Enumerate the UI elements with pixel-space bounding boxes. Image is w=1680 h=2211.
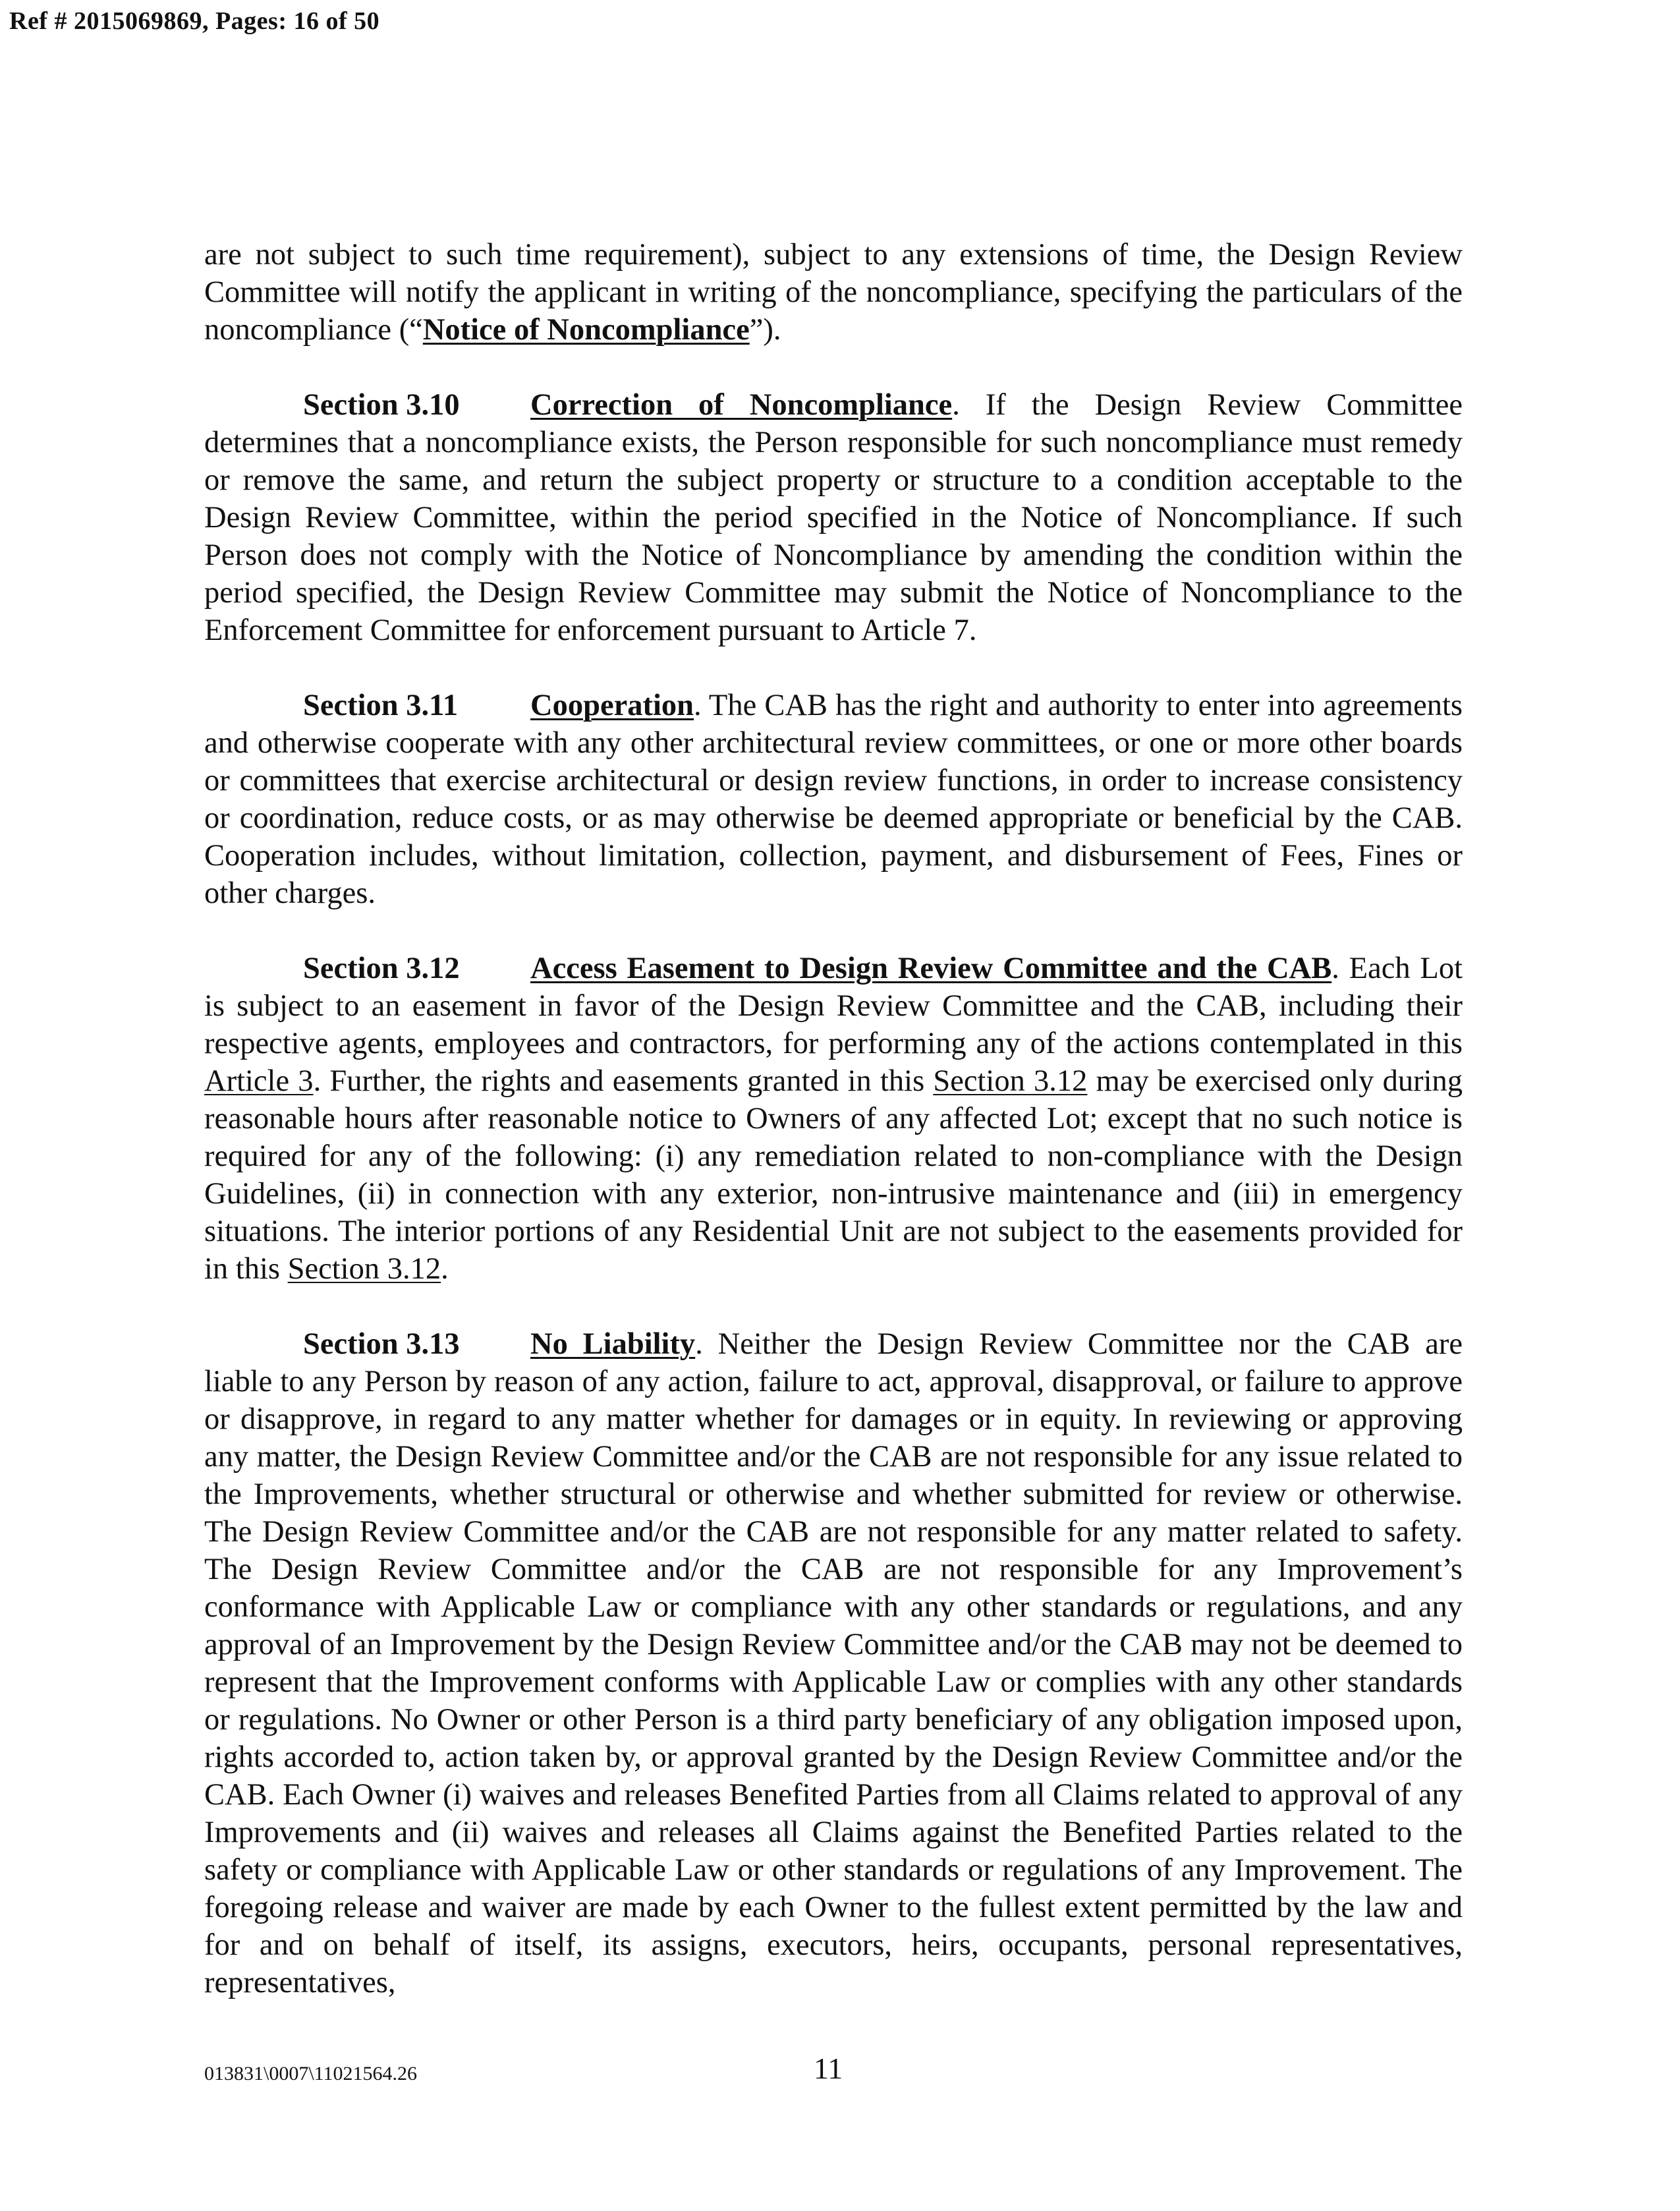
section-3-10 <box>204 386 1463 649</box>
cross-reference-section-3-12: Section 3.12 <box>287 1252 441 1286</box>
document-reference-header: Ref # 2015069869, Pages: 16 of 50 <box>9 7 380 35</box>
section-number: Section 3.12 <box>303 952 460 985</box>
continuation-end: ”). <box>749 313 781 347</box>
page-number: 11 <box>814 2052 843 2085</box>
section-heading: No Liability <box>530 1327 696 1361</box>
section-text: . Each Lot is subject to an easement in favor of the Design Review Committee and the CAB, including their respective agents, employees and contractors, for performing any of the actions contemplated in this <box>204 952 1463 1060</box>
section-3-12 <box>204 950 1463 1288</box>
section-heading: Correction of Noncompliance <box>530 388 953 422</box>
section-text: . If the Design Review Committee determines that a noncompliance exists, the Person responsible for such noncompliance must remedy or remove the same, and return the subject property or structure to a condition acceptable to the Design Review Committee, within the period specified in the Notice of Noncompliance. If such Person does not comply with the Notice of Noncompliance by amending the condition within the period specified, the Design Review Committee may submit the Notice of Noncompliance to the Enforcement Committee for enforcement pursuant to Article 7. <box>204 388 1463 647</box>
section-heading: Cooperation <box>530 689 694 722</box>
defined-term-notice-of-noncompliance: Notice of Noncompliance <box>422 313 750 347</box>
section-text: . Neither the Design Review Committee nor the CAB are liable to any Person by reason of any action, failure to act, approval, disapproval, or failure to approve or disapprove, in regard to any matter whether for damages or in equity. In reviewing or approving any matter, the Design Review Committee and/or the CAB are not responsible for any issue related to the Improvements, whether structural or otherwise and whether submitted for review or otherwise. The Design Review Committee and/or the CAB are not responsible for any matter related to safety. The Design Review Committee and/or the CAB are not responsible for any Improvement’s conformance with Applicable Law or compliance with any other standards or regulations, and any approval of an Improvement by the Design Review Committee and/or the CAB may not be deemed to represent that the Improvement conforms with Applicable Law or complies with any other standards or regulations. No Owner or other Person is a third party beneficiary of any obligation imposed upon, rights accorded to, action taken by, or approval granted by the Design Review Committee and/or the CAB. Each Owner (i) waives and releases Benefited Parties from all Claims related to approval of any Improvements and (ii) waives and releases all Claims against the Benefited Parties related to the safety or compliance with Applicable Law or other standards or regulations of any Improvement. The foregoing release and waiver are made by each Owner to the fullest extent permitted by the law and for and on behalf of itself, its assigns, executors, heirs, occupants, personal representatives, representatives, <box>204 1327 1463 1999</box>
section-text: . <box>441 1252 449 1286</box>
section-text: may be exercised only during reasonable hours after reasonable notice to Owners of any affected Lot; except that no such notice is required for any of the following: (i) any remediation related to non-compliance with the Design Guidelines, (ii) in connection with any exterior, non-intrusive maintenance and (iii) in emergency situations. The interior portions of any Residential Unit are not subject to the easements provided for in this <box>204 1064 1463 1286</box>
document-body <box>204 236 1463 2039</box>
footer-document-code: 013831\0007\11021564.26 <box>204 2063 418 2084</box>
cross-reference-section-3-12: Section 3.12 <box>933 1064 1088 1098</box>
section-heading: Access Easement to Design Review Committee and the CAB <box>530 952 1332 985</box>
section-number: Section 3.13 <box>303 1327 460 1361</box>
section-text: . Further, the rights and easements granted in this <box>313 1064 934 1098</box>
continuation-text: are not subject to such time requirement), subject to any extensions of time, the Design Review Committee will notify the applicant in writing of the noncompliance, specifying the particulars of the noncompliance (“ <box>204 238 1463 347</box>
continuation-paragraph <box>204 236 1463 349</box>
section-3-13 <box>204 1325 1463 2001</box>
section-3-11 <box>204 687 1463 912</box>
cross-reference-article-3: Article 3 <box>204 1064 314 1098</box>
section-number: Section 3.11 <box>303 689 459 722</box>
section-text: . The CAB has the right and authority to enter into agreements and otherwise cooperate with any other architectural review committees, or one or more other boards or committees that exercise architectural or design review functions, in order to increase consistency or coordination, reduce costs, or as may otherwise be deemed appropriate or beneficial by the CAB. Cooperation includes, without limitation, collection, payment, and disbursement of Fees, Fines or other charges. <box>204 689 1463 910</box>
section-number: Section 3.10 <box>303 388 460 422</box>
